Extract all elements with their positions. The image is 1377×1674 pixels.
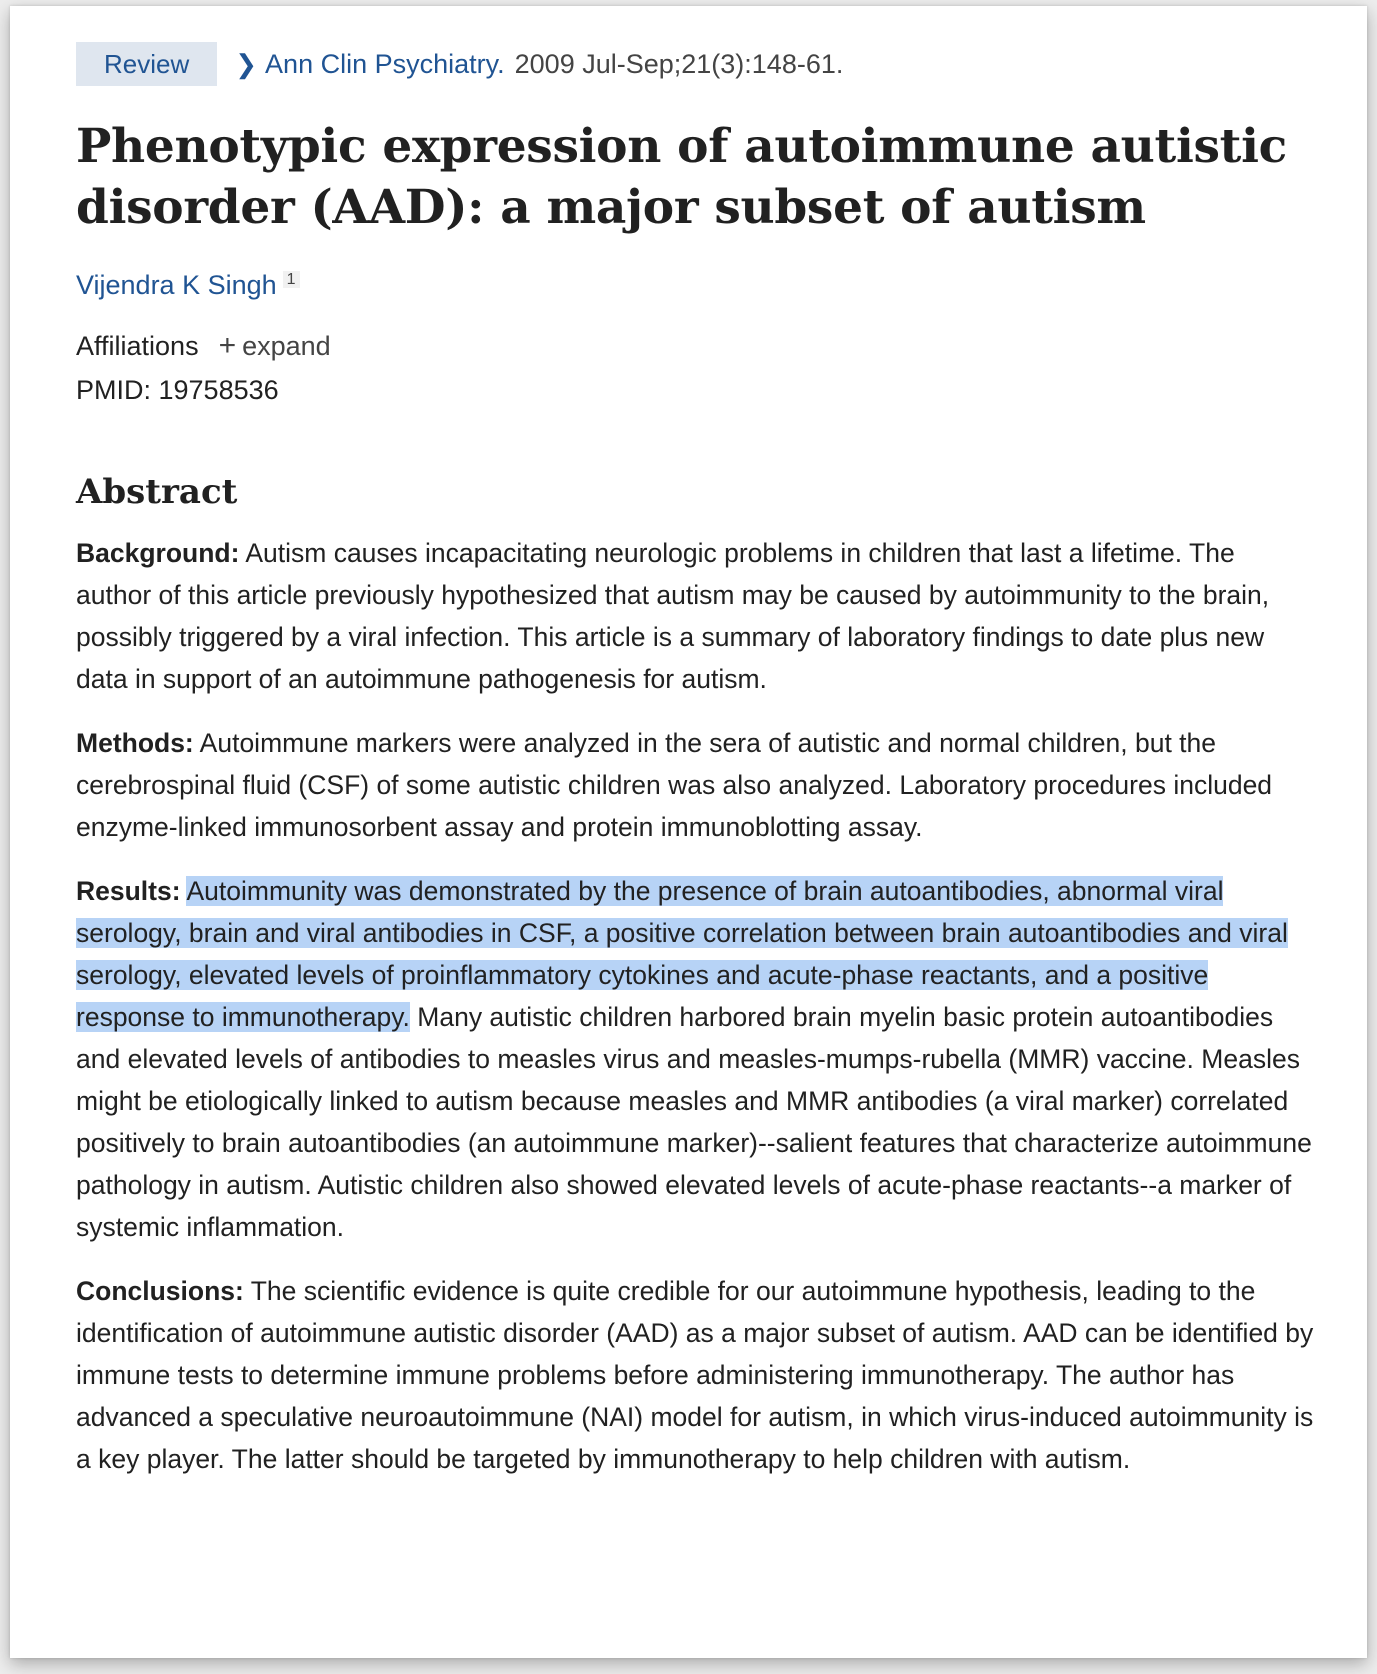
background-label: Background: [76,538,240,568]
affiliations-label: Affiliations [76,330,199,361]
methods-label: Methods: [76,728,194,758]
abstract-background [76,532,1316,700]
plus-icon[interactable]: + [218,329,237,362]
results-highlighted-text: Autoimmunity was demonstrated by the presence of brain autoantibodies, abnormal viral serology, brain and viral antibodies in CSF, a positive correlation between brain autoantibodies and viral serology, elevated levels of proinflammatory cytokines and acute-phase reactants, and a positive response to immunotherapy. [76,876,1288,1032]
results-text: Many autistic children harbored brain myelin basic protein autoantibodies and elevated levels of antibodies to measles virus and measles-mumps-rubella (MMR) vaccine. Measles might be etiologically linked to autism because measles and MMR antibodies (a viral marker) correlated positively to brain autoantibodies (an autoimmune marker)--salient features that characterize autoimmune pathology in autism. Autistic children also showed elevated levels of acute-phase reactants--a marker of systemic inflammation. [76,1002,1312,1242]
abstract-heading: Abstract [76,472,238,512]
pmid: PMID: 19758536 [76,375,279,405]
abstract-methods [76,722,1316,848]
results-label: Results: [76,876,181,906]
background-text: Autism causes incapacitating neurologic problems in children that last a lifetime. The author of this article previously hypothesized that autism may be caused by autoimmunity to the brain, possibly triggered by a viral infection. This article is a summary of laboratory findings to date plus new data in support of an autoimmune pathogenesis for autism. [76,538,1270,694]
journal-link[interactable]: Ann Clin Psychiatry. [265,48,505,79]
chevron-right-icon: ❯ [235,48,258,79]
article-content [76,42,1316,1480]
affiliations-row [76,329,1316,363]
citation-row [76,42,1316,86]
review-badge[interactable]: Review [76,42,217,86]
article-title: Phenotypic expression of autoimmune autistic disorder (AAD): a major subset of autism [76,119,1287,235]
article-card [10,6,1367,1658]
affiliation-ref[interactable]: 1 [283,271,300,288]
expand-button[interactable]: expand [242,330,331,361]
abstract-conclusions [76,1270,1316,1480]
methods-text: Autoimmune markers were analyzed in the sera of autistic and normal children, but the cerebrospinal fluid (CSF) of some autistic children was also analyzed. Laboratory procedures included enzyme-linked immunosorbent assay and protein immunoblotting assay. [76,728,1273,842]
conclusions-label: Conclusions: [76,1276,244,1306]
authors-list [76,270,1316,301]
abstract-results [76,870,1316,1248]
author-link[interactable]: Vijendra K Singh [76,270,277,300]
conclusions-text: The scientific evidence is quite credible for our autoimmune hypothesis, leading to the identification of autoimmune autistic disorder (AAD) as a major subset of autism. AAD can be identified by immune tests to determine immune problems before administering immunotherapy. The author has advanced a speculative neuroautoimmune (NAI) model for autism, in which virus-induced autoimmunity is a key player. The latter should be targeted by immunotherapy to help children with autism. [76,1276,1314,1474]
citation-date: 2009 Jul-Sep;21(3):148-61. [514,48,844,79]
